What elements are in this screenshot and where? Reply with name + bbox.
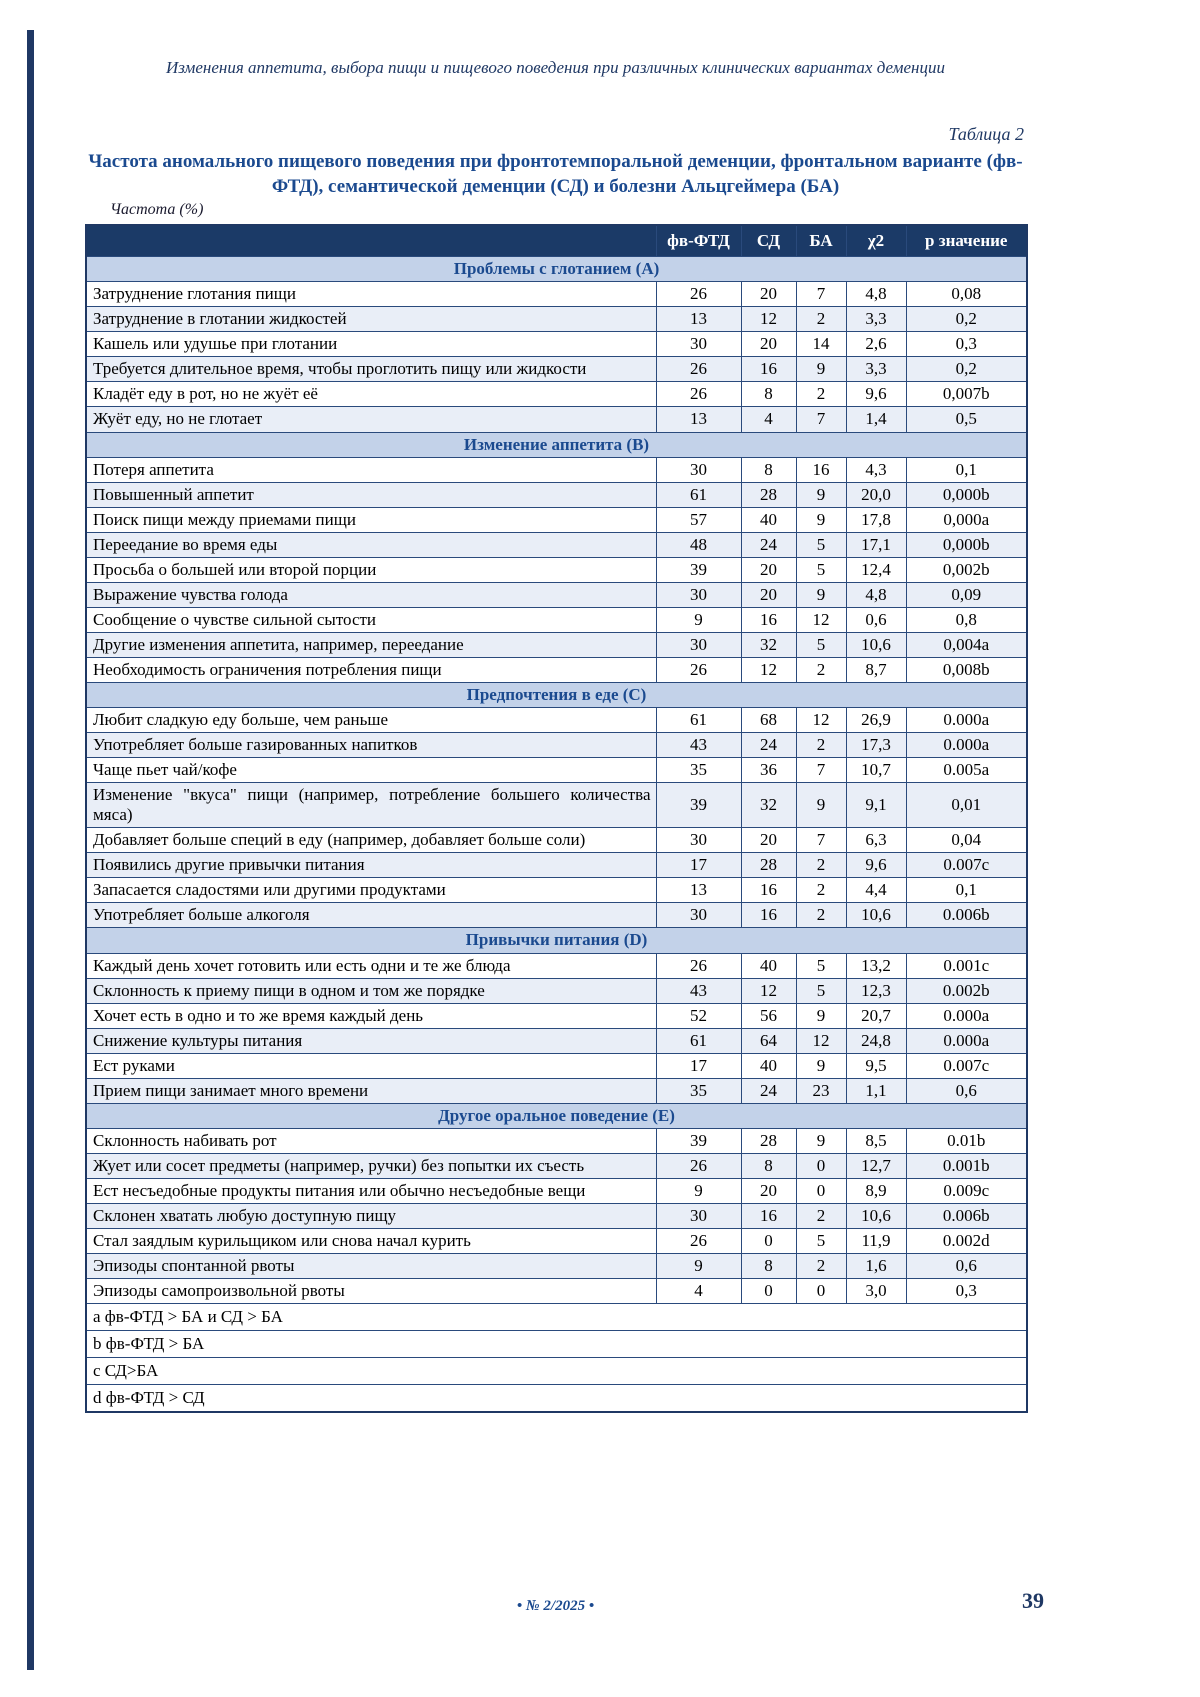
cell-value: 0.000a: [906, 708, 1027, 733]
cell-value: 28: [741, 482, 796, 507]
cell-value: 30: [656, 332, 741, 357]
cell-value: 13: [656, 878, 741, 903]
cell-value: 2: [796, 903, 846, 928]
table-row: [86, 878, 1027, 903]
table-number-label: Таблица 2: [948, 124, 1024, 144]
table-row: [86, 758, 1027, 783]
table-row: [86, 357, 1027, 382]
frequency-caption: Частота (%): [110, 201, 204, 219]
cell-value: 36: [741, 758, 796, 783]
cell-value: 43: [656, 978, 741, 1003]
cell-value: 14: [796, 332, 846, 357]
cell-value: 20: [741, 332, 796, 357]
cell-value: 0,6: [906, 1078, 1027, 1103]
cell-value: 0: [741, 1229, 796, 1254]
table-row: [86, 1078, 1027, 1103]
cell-value: 9,1: [846, 783, 906, 828]
cell-value: 0,000b: [906, 482, 1027, 507]
cell-value: 0.006b: [906, 903, 1027, 928]
cell-value: 61: [656, 708, 741, 733]
cell-value: 12,7: [846, 1153, 906, 1178]
cell-value: 13: [656, 407, 741, 432]
row-label: Каждый день хочет готовить или есть одни и те же блюда: [86, 953, 656, 978]
cell-value: 56: [741, 1003, 796, 1028]
table-row: [86, 457, 1027, 482]
cell-value: 30: [656, 1203, 741, 1228]
cell-value: 0,1: [906, 878, 1027, 903]
table-row: [86, 1279, 1027, 1304]
cell-value: 2: [796, 657, 846, 682]
cell-value: 0,04: [906, 828, 1027, 853]
section-row: [86, 257, 1027, 282]
cell-value: 5: [796, 1229, 846, 1254]
table-row: [86, 632, 1027, 657]
journal-issue-footer: • № 2/2025 •: [516, 1598, 595, 1614]
cell-value: 5: [796, 532, 846, 557]
cell-value: 20,0: [846, 482, 906, 507]
cell-value: 17: [656, 853, 741, 878]
cell-value: 0.000a: [906, 1028, 1027, 1053]
row-label: Склонность к приему пищи в одном и том же порядке: [86, 978, 656, 1003]
cell-value: 30: [656, 632, 741, 657]
row-label: Требуется длительное время, чтобы проглотить пищу или жидкости: [86, 357, 656, 382]
cell-value: 9: [656, 1254, 741, 1279]
table-footnote: a фв-ФТД > БА и СД > БА: [86, 1304, 1027, 1331]
running-head: Изменения аппетита, выбора пищи и пищевого поведения при различных клинических вариантах деменции: [166, 58, 945, 77]
row-label: Выражение чувства голода: [86, 582, 656, 607]
table-footnote: c СД>БА: [86, 1358, 1027, 1385]
cell-value: 26: [656, 282, 741, 307]
cell-value: 10,6: [846, 632, 906, 657]
cell-value: 2,6: [846, 332, 906, 357]
footnote-row: [86, 1385, 1027, 1413]
cell-value: 35: [656, 758, 741, 783]
cell-value: 0,000b: [906, 532, 1027, 557]
row-label: Склонность набивать рот: [86, 1128, 656, 1153]
row-label: Сообщение о чувстве сильной сытости: [86, 607, 656, 632]
table-row: [86, 607, 1027, 632]
table-row: [86, 1153, 1027, 1178]
cell-value: 8: [741, 457, 796, 482]
cell-value: 0,5: [906, 407, 1027, 432]
cell-value: 5: [796, 557, 846, 582]
cell-value: 20: [741, 582, 796, 607]
cell-value: 0,08: [906, 282, 1027, 307]
cell-value: 12: [796, 708, 846, 733]
cell-value: 3,0: [846, 1279, 906, 1304]
cell-value: 0,6: [906, 1254, 1027, 1279]
row-label: Переедание во время еды: [86, 532, 656, 557]
cell-value: 0: [796, 1178, 846, 1203]
cell-value: 52: [656, 1003, 741, 1028]
table-row: [86, 978, 1027, 1003]
section-header: Проблемы с глотанием (A): [86, 257, 1027, 282]
table-row: [86, 1028, 1027, 1053]
cell-value: 12: [796, 607, 846, 632]
row-label: Любит сладкую еду больше, чем раньше: [86, 708, 656, 733]
section-row: [86, 432, 1027, 457]
row-label: Стал заядлым курильщиком или снова начал курить: [86, 1229, 656, 1254]
cell-value: 3,3: [846, 307, 906, 332]
cell-value: 12,3: [846, 978, 906, 1003]
cell-value: 9: [656, 607, 741, 632]
table-footnote: b фв-ФТД > БА: [86, 1331, 1027, 1358]
cell-value: 0,008b: [906, 657, 1027, 682]
cell-value: 7: [796, 828, 846, 853]
cell-value: 8,5: [846, 1128, 906, 1153]
table-row: [86, 407, 1027, 432]
table-row: [86, 853, 1027, 878]
row-label: Изменение "вкуса" пищи (например, потребление большего количества мяса): [86, 783, 656, 828]
cell-value: 48: [656, 532, 741, 557]
cell-value: 9: [656, 1178, 741, 1203]
cell-value: 16: [741, 903, 796, 928]
cell-value: 7: [796, 758, 846, 783]
left-margin-bar: [27, 30, 34, 1670]
cell-value: 17,1: [846, 532, 906, 557]
row-label: Чаще пьет чай/кофе: [86, 758, 656, 783]
frequency-table: [85, 224, 1028, 1413]
footnote-row: [86, 1358, 1027, 1385]
cell-value: 7: [796, 282, 846, 307]
cell-value: 0,004a: [906, 632, 1027, 657]
cell-value: 0,3: [906, 1279, 1027, 1304]
cell-value: 10,6: [846, 903, 906, 928]
row-label: Поиск пищи между приемами пищи: [86, 507, 656, 532]
cell-value: 1,6: [846, 1254, 906, 1279]
cell-value: 26: [656, 1229, 741, 1254]
cell-value: 20: [741, 828, 796, 853]
cell-value: 30: [656, 903, 741, 928]
cell-value: 8: [741, 1254, 796, 1279]
row-label: Необходимость ограничения потребления пищи: [86, 657, 656, 682]
cell-value: 17: [656, 1053, 741, 1078]
cell-value: 0,8: [906, 607, 1027, 632]
cell-value: 9: [796, 783, 846, 828]
cell-value: 0.002b: [906, 978, 1027, 1003]
cell-value: 11,9: [846, 1229, 906, 1254]
footnote-row: [86, 1304, 1027, 1331]
cell-value: 0: [796, 1279, 846, 1304]
cell-value: 0.001c: [906, 953, 1027, 978]
table-row: [86, 828, 1027, 853]
cell-value: 9: [796, 507, 846, 532]
cell-value: 0,2: [906, 357, 1027, 382]
cell-value: 61: [656, 1028, 741, 1053]
cell-value: 0,3: [906, 332, 1027, 357]
cell-value: 4,3: [846, 457, 906, 482]
cell-value: 0.000a: [906, 733, 1027, 758]
row-label: Снижение культуры питания: [86, 1028, 656, 1053]
cell-value: 4,8: [846, 582, 906, 607]
cell-value: 0.01b: [906, 1128, 1027, 1153]
cell-value: 5: [796, 978, 846, 1003]
cell-value: 3,3: [846, 357, 906, 382]
cell-value: 0.002d: [906, 1229, 1027, 1254]
row-label: Затруднение глотания пищи: [86, 282, 656, 307]
cell-value: 16: [741, 607, 796, 632]
table-footnote: d фв-ФТД > СД: [86, 1385, 1027, 1413]
row-label: Затруднение в глотании жидкостей: [86, 307, 656, 332]
cell-value: 16: [741, 357, 796, 382]
table-row: [86, 657, 1027, 682]
table-row: [86, 1203, 1027, 1228]
table-row: [86, 1178, 1027, 1203]
cell-value: 10,6: [846, 1203, 906, 1228]
page-content: [85, 0, 1044, 1614]
table-row: [86, 307, 1027, 332]
row-label: Просьба о большей или второй порции: [86, 557, 656, 582]
row-label: Прием пищи занимает много времени: [86, 1078, 656, 1103]
page-number: 39: [1022, 1588, 1044, 1613]
section-header: Изменение аппетита (B): [86, 432, 1027, 457]
section-header: Предпочтения в еде (C): [86, 683, 1027, 708]
cell-value: 40: [741, 953, 796, 978]
table-row: [86, 708, 1027, 733]
cell-value: 30: [656, 828, 741, 853]
section-header: Другое оральное поведение (E): [86, 1103, 1027, 1128]
row-label: Склонен хватать любую доступную пищу: [86, 1203, 656, 1228]
row-label: Добавляет больше специй в еду (например, добавляет больше соли): [86, 828, 656, 853]
cell-value: 0,007b: [906, 382, 1027, 407]
row-label: Ест руками: [86, 1053, 656, 1078]
cell-value: 4,8: [846, 282, 906, 307]
table-row: [86, 1128, 1027, 1153]
cell-value: 26: [656, 382, 741, 407]
cell-value: 5: [796, 632, 846, 657]
cell-value: 8: [741, 1153, 796, 1178]
cell-value: 16: [796, 457, 846, 482]
cell-value: 1,1: [846, 1078, 906, 1103]
table-row: [86, 733, 1027, 758]
cell-value: 8,7: [846, 657, 906, 682]
table-row: [86, 1053, 1027, 1078]
cell-value: 0.007c: [906, 853, 1027, 878]
row-label: Ест несъедобные продукты питания или обычно несъедобные вещи: [86, 1178, 656, 1203]
cell-value: 9: [796, 357, 846, 382]
row-label: Повышенный аппетит: [86, 482, 656, 507]
cell-value: 39: [656, 1128, 741, 1153]
cell-value: 9: [796, 1053, 846, 1078]
cell-value: 0.007c: [906, 1053, 1027, 1078]
cell-value: 16: [741, 1203, 796, 1228]
cell-value: 20: [741, 1178, 796, 1203]
cell-value: 4,4: [846, 878, 906, 903]
table-row: [86, 332, 1027, 357]
table-body: [86, 257, 1027, 1413]
cell-value: 24: [741, 733, 796, 758]
cell-value: 2: [796, 853, 846, 878]
cell-value: 0: [796, 1153, 846, 1178]
row-label: Употребляет больше алкоголя: [86, 903, 656, 928]
cell-value: 4: [741, 407, 796, 432]
cell-value: 2: [796, 307, 846, 332]
cell-value: 61: [656, 482, 741, 507]
row-label: Кладёт еду в рот, но не жуёт её: [86, 382, 656, 407]
cell-value: 20: [741, 557, 796, 582]
section-header: Привычки питания (D): [86, 928, 1027, 953]
cell-value: 2: [796, 733, 846, 758]
cell-value: 32: [741, 632, 796, 657]
section-row: [86, 928, 1027, 953]
cell-value: 0,1: [906, 457, 1027, 482]
cell-value: 12,4: [846, 557, 906, 582]
cell-value: 6,3: [846, 828, 906, 853]
cell-value: 26: [656, 657, 741, 682]
cell-value: 39: [656, 557, 741, 582]
cell-value: 24: [741, 532, 796, 557]
cell-value: 20: [741, 282, 796, 307]
section-row: [86, 1103, 1027, 1128]
column-header: фв-ФТД: [656, 225, 741, 257]
cell-value: 0,000a: [906, 507, 1027, 532]
cell-value: 40: [741, 1053, 796, 1078]
cell-value: 2: [796, 382, 846, 407]
cell-value: 0.001b: [906, 1153, 1027, 1178]
cell-value: 13,2: [846, 953, 906, 978]
cell-value: 9: [796, 1003, 846, 1028]
cell-value: 35: [656, 1078, 741, 1103]
cell-value: 17,8: [846, 507, 906, 532]
cell-value: 2: [796, 1254, 846, 1279]
table-row: [86, 1003, 1027, 1028]
row-label: Другие изменения аппетита, например, переедание: [86, 632, 656, 657]
cell-value: 26: [656, 1153, 741, 1178]
column-header: χ2: [846, 225, 906, 257]
row-label: Запасается сладостями или другими продуктами: [86, 878, 656, 903]
cell-value: 12: [741, 657, 796, 682]
cell-value: 40: [741, 507, 796, 532]
cell-value: 20,7: [846, 1003, 906, 1028]
cell-value: 2: [796, 1203, 846, 1228]
row-label: Эпизоды спонтанной рвоты: [86, 1254, 656, 1279]
cell-value: 28: [741, 1128, 796, 1153]
table-row: [86, 783, 1027, 828]
cell-value: 12: [741, 307, 796, 332]
cell-value: 26: [656, 357, 741, 382]
table-row: [86, 557, 1027, 582]
cell-value: 0,01: [906, 783, 1027, 828]
cell-value: 9,6: [846, 853, 906, 878]
cell-value: 13: [656, 307, 741, 332]
column-header: БА: [796, 225, 846, 257]
cell-value: 30: [656, 457, 741, 482]
cell-value: 0,6: [846, 607, 906, 632]
cell-value: 64: [741, 1028, 796, 1053]
cell-value: 9,6: [846, 382, 906, 407]
cell-value: 7: [796, 407, 846, 432]
row-label: Потеря аппетита: [86, 457, 656, 482]
cell-value: 9: [796, 482, 846, 507]
table-header-row: [86, 225, 1027, 257]
row-label: Кашель или удушье при глотании: [86, 332, 656, 357]
cell-value: 5: [796, 953, 846, 978]
cell-value: 32: [741, 783, 796, 828]
cell-value: 8: [741, 382, 796, 407]
cell-value: 28: [741, 853, 796, 878]
table-title: Частота аномального пищевого поведения при фронтотемпоральной деменции, фронтальном варианте (фв-ФТД), семантической деменции (СД) и болезни Альцгеймера (БА): [88, 151, 1023, 198]
cell-value: 23: [796, 1078, 846, 1103]
column-header-empty: [86, 225, 656, 257]
cell-value: 0.000a: [906, 1003, 1027, 1028]
row-label: Хочет есть в одно и то же время каждый день: [86, 1003, 656, 1028]
cell-value: 30: [656, 582, 741, 607]
cell-value: 26: [656, 953, 741, 978]
cell-value: 12: [741, 978, 796, 1003]
cell-value: 9: [796, 1128, 846, 1153]
table-row: [86, 382, 1027, 407]
table-row: [86, 582, 1027, 607]
cell-value: 0,09: [906, 582, 1027, 607]
cell-value: 24: [741, 1078, 796, 1103]
cell-value: 0.006b: [906, 1203, 1027, 1228]
section-row: [86, 683, 1027, 708]
cell-value: 43: [656, 733, 741, 758]
cell-value: 0,2: [906, 307, 1027, 332]
row-label: Жуёт еду, но не глотает: [86, 407, 656, 432]
row-label: Эпизоды самопроизвольной рвоты: [86, 1279, 656, 1304]
cell-value: 12: [796, 1028, 846, 1053]
cell-value: 9: [796, 582, 846, 607]
table-row: [86, 282, 1027, 307]
cell-value: 17,3: [846, 733, 906, 758]
cell-value: 2: [796, 878, 846, 903]
cell-value: 8,9: [846, 1178, 906, 1203]
cell-value: 0.009c: [906, 1178, 1027, 1203]
table-row: [86, 1229, 1027, 1254]
table-row: [86, 903, 1027, 928]
footnote-row: [86, 1331, 1027, 1358]
column-header: p значение: [906, 225, 1027, 257]
cell-value: 0,002b: [906, 557, 1027, 582]
cell-value: 16: [741, 878, 796, 903]
cell-value: 1,4: [846, 407, 906, 432]
column-header: СД: [741, 225, 796, 257]
table-row: [86, 507, 1027, 532]
cell-value: 57: [656, 507, 741, 532]
cell-value: 0.005a: [906, 758, 1027, 783]
cell-value: 26,9: [846, 708, 906, 733]
cell-value: 4: [656, 1279, 741, 1304]
row-label: Жует или сосет предметы (например, ручки) без попытки их съесть: [86, 1153, 656, 1178]
table-row: [86, 482, 1027, 507]
cell-value: 24,8: [846, 1028, 906, 1053]
cell-value: 9,5: [846, 1053, 906, 1078]
table-row: [86, 1254, 1027, 1279]
cell-value: 0: [741, 1279, 796, 1304]
table-row: [86, 953, 1027, 978]
row-label: Появились другие привычки питания: [86, 853, 656, 878]
cell-value: 10,7: [846, 758, 906, 783]
cell-value: 68: [741, 708, 796, 733]
row-label: Употребляет больше газированных напитков: [86, 733, 656, 758]
table-row: [86, 532, 1027, 557]
cell-value: 39: [656, 783, 741, 828]
